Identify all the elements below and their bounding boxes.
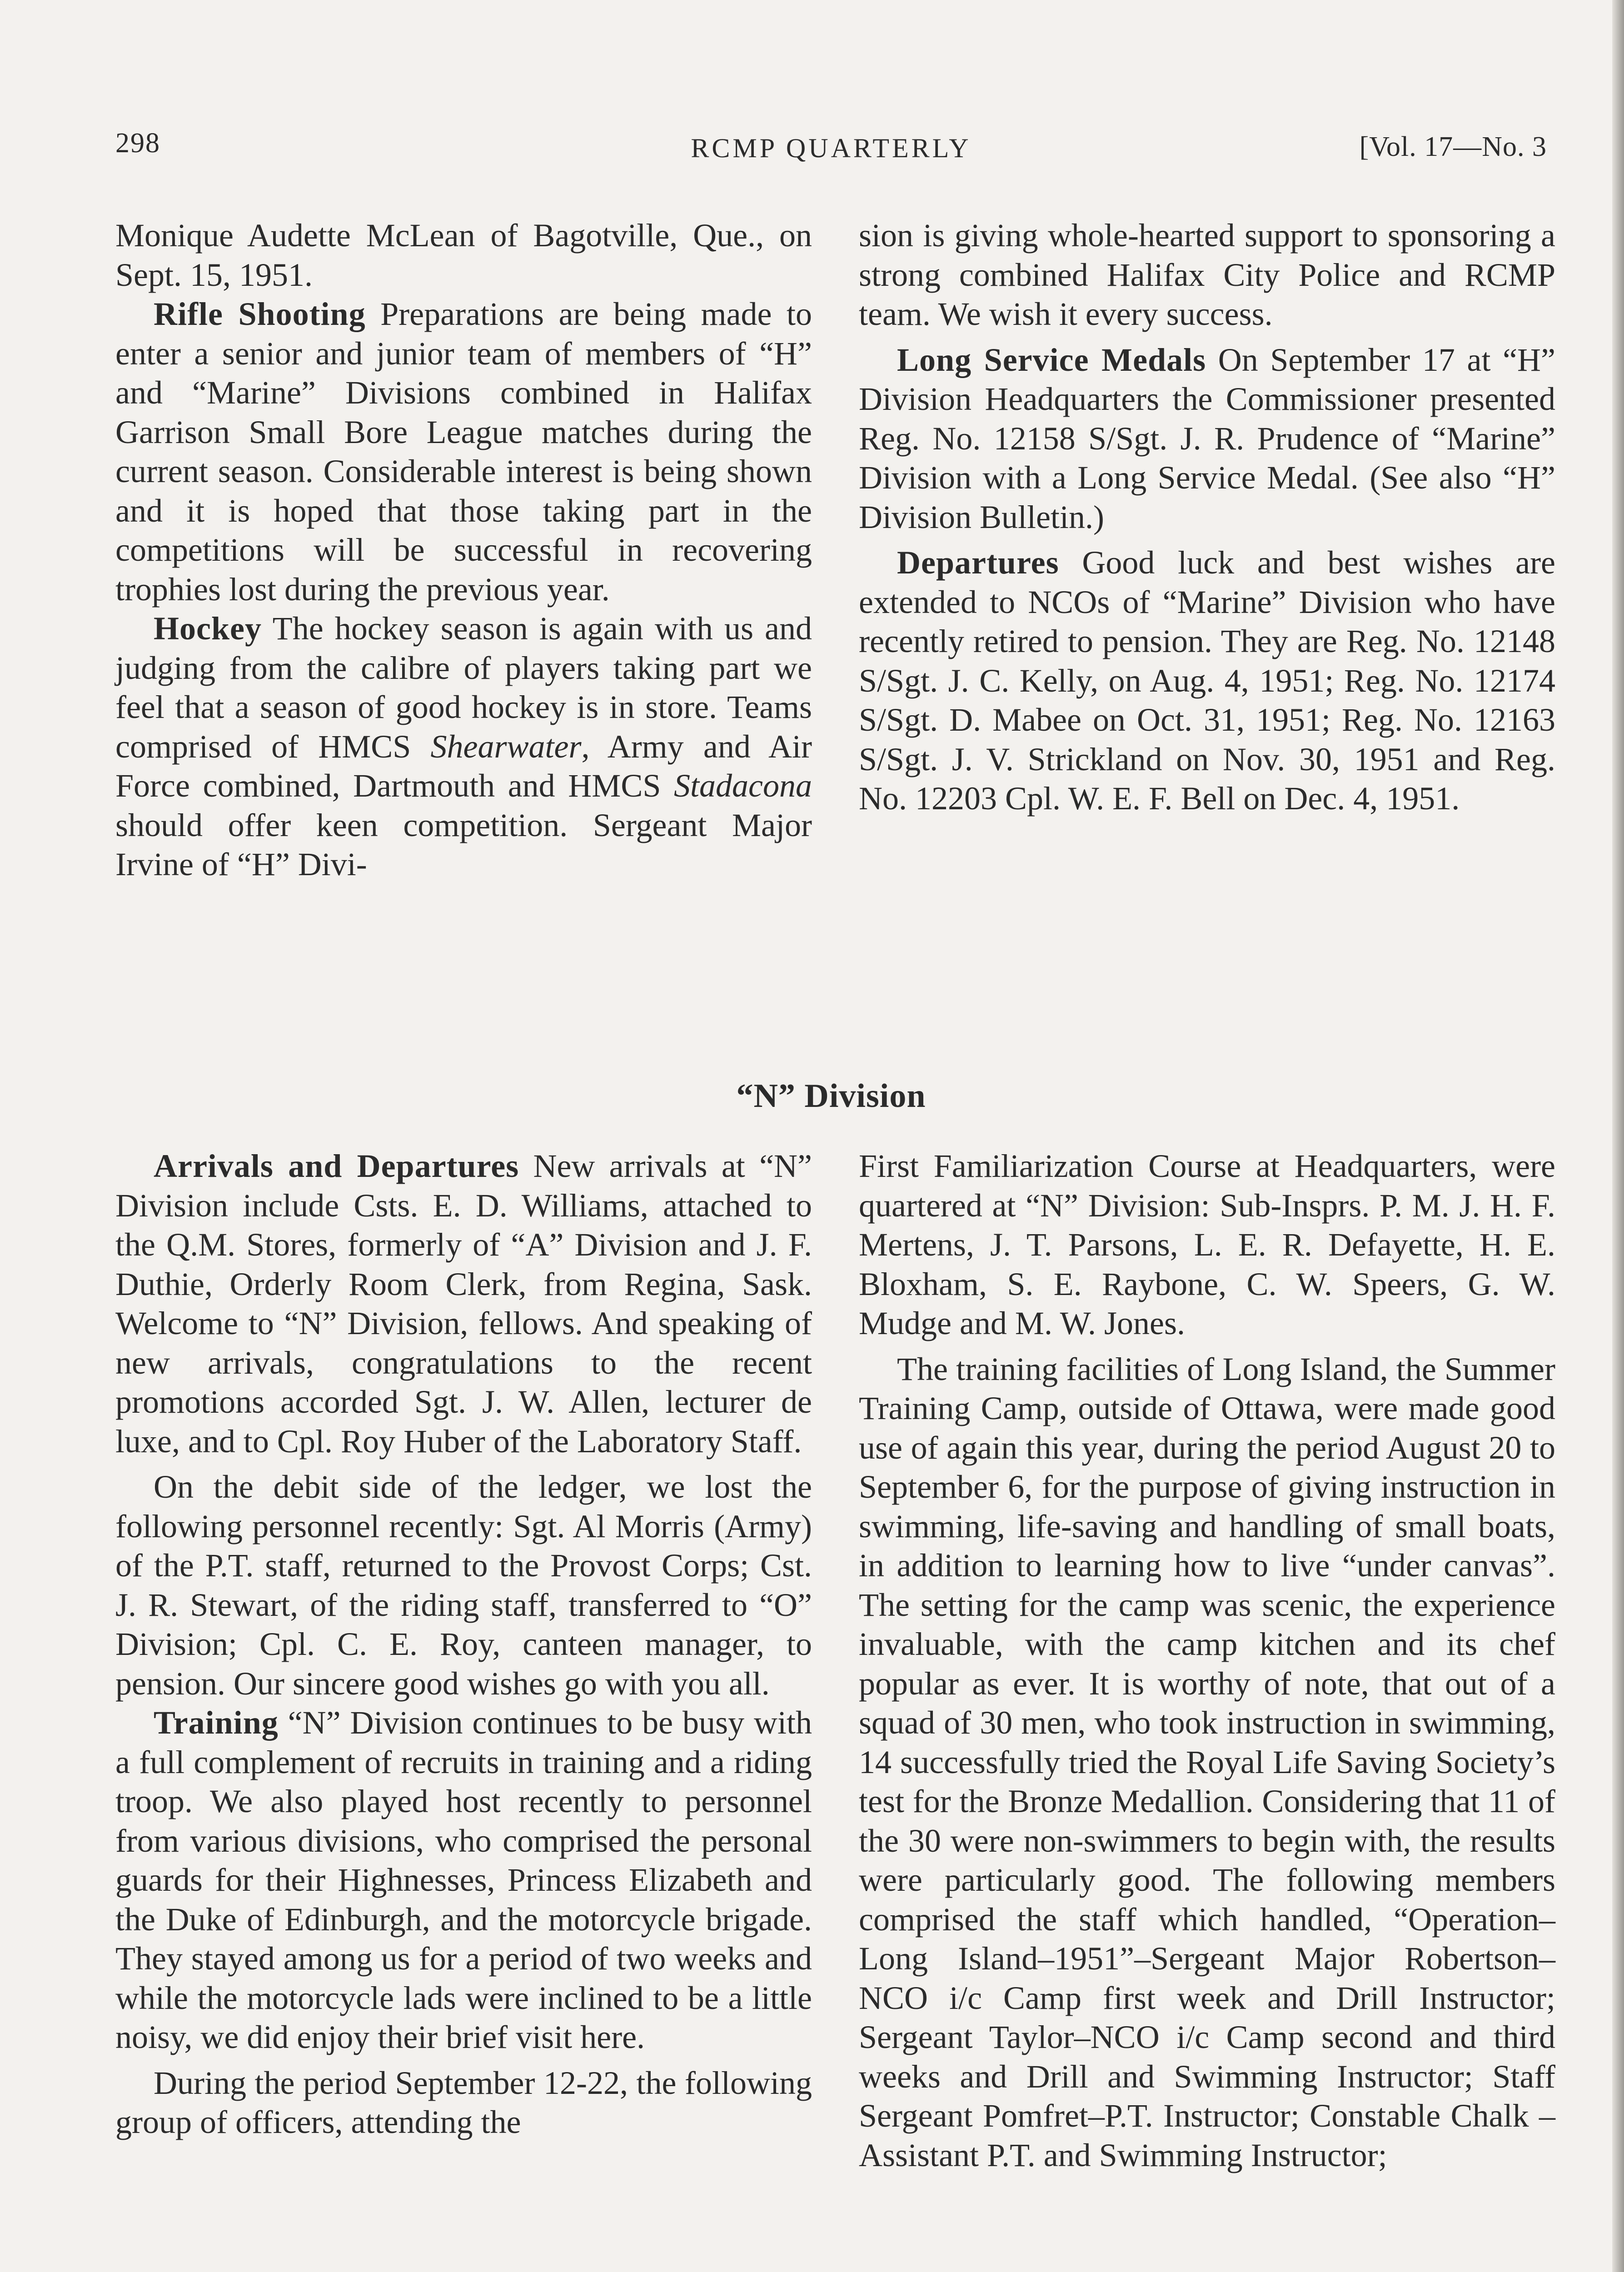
volume-issue: [Vol. 17—No. 3 bbox=[1359, 131, 1547, 162]
paragraph: The training facilities of Long Island, the Summer Training Camp, outside of Ottawa, were made good use of again this year, during the period August 20 to September 6, for the purpose of giving instruction in swimming, life-saving and handling of small boats, in addition to learning how to live “under canvas”. The setting for the camp was scenic, the experience invaluable, with the camp kitchen and its chef popular as ever. It is worthy of note, that out of a squad of 30 men, who took instruction in swimming, 14 successfully tried the Royal Life Saving Society’s test for the Bronze Medallion. Considering that 11 of the 30 were non-swimmers to begin with, the results were particularly good. The following members comprised the staff which handled, “Operation–Long Island–1951”–Sergeant Major Robertson–NCO i/c Camp first week and Drill Instructor; Sergeant Taylor–NCO i/c Camp second and third weeks and Drill and Swimming Instructor; Staff Sergeant Pomfret–P.T. Instructor; Constable Chalk – Assistant P.T. and Swimming Instructor; bbox=[859, 1350, 1555, 2173]
paragraph-text: should offer keen competition. Sergeant Major Irvine of “H” Divi- bbox=[115, 807, 812, 882]
paragraph: On the debit side of the ledger, we lost the following personnel recently: Sgt. Al Morris (Army) of the P.T. staff, returned to the Provost Corps; Cst. J. R. Stewart, of the riding staff, transferred to “O” Division; Cpl. C. E. Roy, canteen manager, to pension. Our sincere good wishes go with you all. bbox=[115, 1469, 812, 1702]
paragraph: sion is giving whole-hearted support to sponsoring a strong combined Halifax City Police and RCMP team. We wish it every success. bbox=[859, 217, 1555, 332]
paragraph-rifle-shooting bbox=[115, 294, 812, 609]
paragraph-text: “N” Division continues to be busy with a full complement of recruits in training and a riding troop. We also played host recently to personnel from various divisions, who comprised the personal guards for their Highnesses, Princess Elizabeth and the Duke of Edinburgh, and the motorcycle brigade. They stayed among us for a period of two weeks and while the motorcycle lads were inclined to be a little noisy, we did enjoy their brief visit here. bbox=[115, 1704, 812, 2055]
paragraph: Monique Audette McLean of Bagotville, Que., on Sept. 15, 1951. bbox=[115, 217, 812, 293]
paragraph-departures bbox=[859, 543, 1555, 818]
page-number: 298 bbox=[115, 128, 160, 159]
subheading: Arrivals and Departures bbox=[154, 1148, 519, 1184]
top-right-column bbox=[859, 216, 1555, 818]
paragraph-text: Preparations are being made to enter a senior and junior team of members of “H” and “Marine” Divisions combined in Halifax Garrison Small Bore League matches during the current season. Considerable interest is being shown and it is hoped that those taking part in the competitions will be successful in recovering trophies lost during the previous year. bbox=[115, 296, 812, 608]
paragraph-training bbox=[115, 1703, 812, 2057]
paragraph-long-service-medals bbox=[859, 340, 1555, 537]
paragraph-text: New arrivals at “N” Division include Csts. E. D. Williams, attached to the Q.M. Stores, formerly of “A” Division and J. F. Duthie, Orderly Room Clerk, from Regina, Sask. Welcome to “N” Division, fellows. And speaking of new arrivals, congratulations to the recent promotions accorded Sgt. J. W. Allen, lecturer de luxe, and to Cpl. Roy Huber of the Laboratory Staff. bbox=[115, 1148, 812, 1460]
top-left-column bbox=[115, 216, 812, 884]
paragraph: First Familiarization Course at Headquarters, were quartered at “N” Division: Sub-Insprs. P. M. J. H. F. Mertens, J. T. Parsons, L. E. R. Defayette, H. E. Bloxham, S. E. Raybone, C. W. Speers, G. W. Mudge and M. W. Jones. bbox=[859, 1148, 1555, 1341]
page-spine-shadow bbox=[1612, 0, 1624, 2272]
bottom-left-column bbox=[115, 1146, 812, 2142]
paragraph-text: On September 17 at “H” Division Headquarters the Commissioner presented Reg. No. 12158 S/Sgt. J. R. Prudence of “Marine” Division with a Long Service Medal. (See also “H” Division Bulletin.) bbox=[859, 341, 1556, 535]
paragraph-text: The hockey season is again with us and judging from the calibre of players taking part we feel that a season of good hockey is in store. Teams comprised of HMCS bbox=[115, 610, 812, 765]
subheading: Departures bbox=[897, 544, 1059, 581]
subheading: Long Service Medals bbox=[897, 341, 1206, 378]
bottom-right-column bbox=[859, 1146, 1555, 2175]
section-title: “N” Division bbox=[736, 1077, 926, 1115]
ship-name: Stadacona bbox=[674, 767, 812, 804]
journal-title: RCMP QUARTERLY bbox=[691, 133, 971, 163]
running-header bbox=[115, 123, 1547, 168]
paragraph: During the period September 12-22, the following group of officers, attending the bbox=[115, 2064, 812, 2140]
subheading: Hockey bbox=[154, 610, 262, 647]
subheading: Rifle Shooting bbox=[154, 296, 366, 332]
paragraph-text: Good luck and best wishes are extended to NCOs of “Marine” Division who have recently retired to pension. They are Reg. No. 12148 S/Sgt. J. C. Kelly, on Aug. 4, 1951; Reg. No. 12174 S/Sgt. D. Mabee on Oct. 31, 1951; Reg. No. 12163 S/Sgt. J. V. Strickland on Nov. 30, 1951 and Reg. No. 12203 Cpl. W. E. F. Bell on Dec. 4, 1951. bbox=[859, 544, 1555, 817]
ship-name: Shearwater bbox=[430, 728, 582, 765]
paragraph-arrivals-departures bbox=[115, 1146, 812, 1461]
paragraph-hockey bbox=[115, 609, 812, 884]
paragraph-text: , Army and Air Force combined, Dartmouth and HMCS bbox=[115, 728, 812, 804]
subheading: Training bbox=[154, 1704, 279, 1741]
